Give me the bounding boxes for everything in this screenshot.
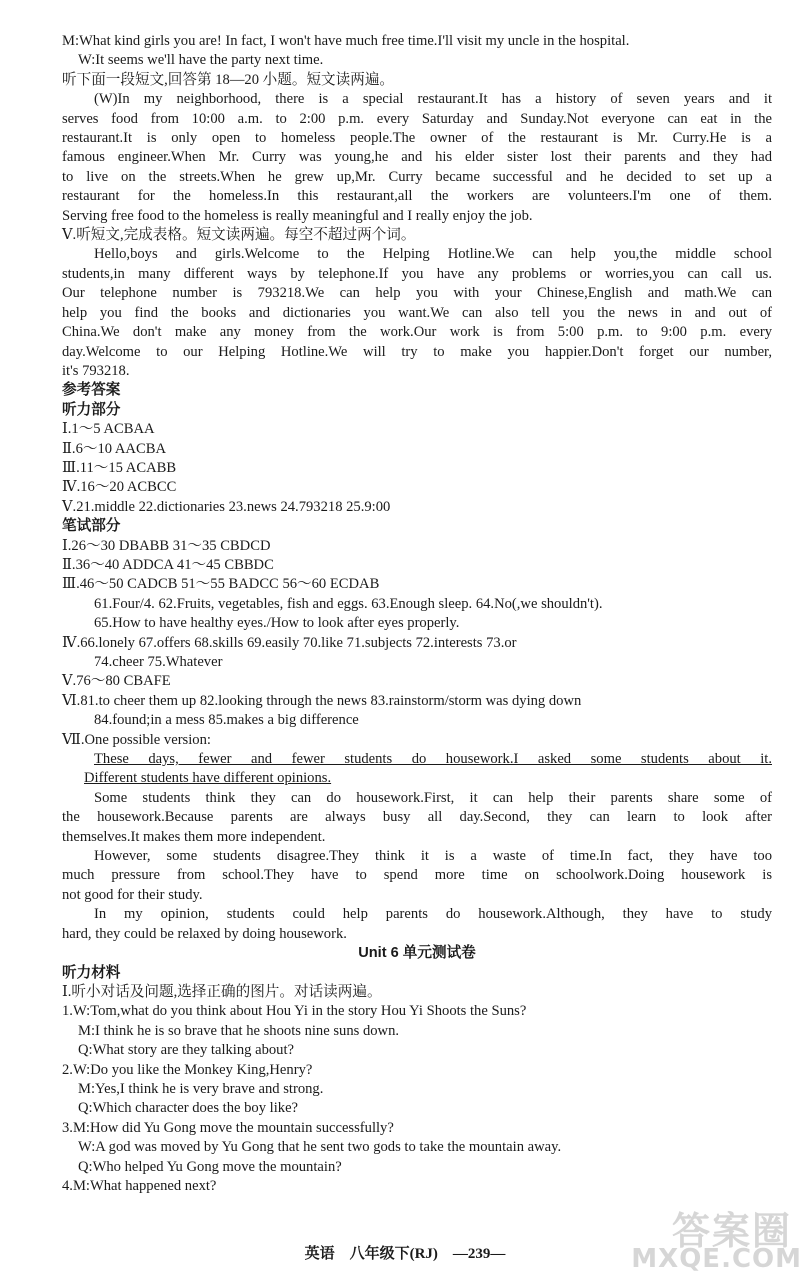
answer-line: Ⅶ.One possible version: [62,731,211,748]
answer-line: Ⅴ.76～80 CBAFE [62,673,171,690]
text-line: Serving free food to the homeless is really meaningful and I really enjoy the job. [62,207,533,224]
section-heading: 笔试部分 [62,518,121,535]
answer-line: Ⅵ.81.to cheer them up 82.looking through the news 83.rainstorm/storm was dying down [62,692,582,709]
dialogue-line: 4.M:What happened next? [62,1177,217,1194]
text-line: M:What kind girls you are! In fact, I won't have much free time.I'll visit my uncle in the hospital. [62,33,630,49]
answer-line: Ⅲ.46～50 CADCB 51～55 BADCC 56～60 ECDAB [62,576,380,593]
text-line: (W)In my neighborhood, there is a special restaurant.It has a history of seven years and it [94,91,772,108]
answer-line: 65.How to have healthy eyes./How to look after eyes properly. [94,615,460,632]
text-line: serves food from 10:00 a.m. to 2:00 p.m. every Saturday and Sunday.Not everyone can eat in the [62,110,772,127]
section-heading: 听力材料 [62,964,121,981]
answer-line: Ⅳ.16～20 ACBCC [62,479,177,496]
dialogue-line: Q:What story are they talking about? [78,1042,294,1059]
dialogue-line: 1.W:Tom,what do you think about Hou Yi in the story Hou Yi Shoots the Suns? [62,1003,527,1020]
text-line: famous engineer.When Mr. Curry was young,he and his elder sister lost their parents and they had [62,149,772,166]
answer-line: 61.Four/4. 62.Fruits, vegetables, fish and eggs. 63.Enough sleep. 64.No(,we shouldn't). [94,595,603,612]
essay-line: themselves.It makes them more independent. [62,828,326,845]
answer-line: 84.found;in a mess 85.makes a big difference [94,712,359,729]
page-body [62,32,772,1196]
answer-line: Ⅴ.21.middle 22.dictionaries 23.news 24.793218 25.9:00 [62,498,391,515]
essay-line: the housework.Because parents are always busy all day.Second, they can learn to look after [62,809,772,826]
essay-line: hard, they could be relaxed by doing housework. [62,925,347,942]
text-line: to live on the streets.When he grew up,Mr. Curry became successful and he decided to set up a [62,168,772,185]
underlined-line: These days, fewer and fewer students do housework.I asked some students about it. [94,751,772,768]
text-line: help you find the books and dictionaries you want.We can also tell you the news in and out of [62,304,772,321]
page-footer: 英语 八年级下(RJ) —239— [304,1246,506,1262]
instruction-line: Ⅰ.听小对话及问题,选择正确的图片。对话读两遍。 [62,983,382,1000]
section-heading: 参考答案 [62,382,121,399]
essay-line: However, some students disagree.They think it is a waste of time.In fact, they have too [94,848,772,865]
text-line: W:It seems we'll have the party next time. [78,52,324,69]
dialogue-line: M:Yes,I think he is very brave and strong. [78,1080,324,1097]
essay-line: In my opinion, students could help parents do housework.Although, they have to study [94,906,772,923]
essay-line: much pressure from school.They have to spend more time on schoolwork.Doing housework is [62,867,772,884]
text-line: restaurant.It is only open to homeless people.The owner of the restaurant is Mr. Curry.He is a [62,130,772,147]
text-line: day.Welcome to our Helping Hotline.We will try to make you happier.Don't forget our number, [62,343,772,360]
dialogue-line: 2.W:Do you like the Monkey King,Henry? [62,1061,313,1078]
text-line: China.We don't make any money from the work.Our work is from 5:00 p.m. to 9:00 p.m. every [62,324,772,341]
instruction-line: Ⅴ.听短文,完成表格。短文读两遍。每空不超过两个词。 [62,227,416,244]
text-line: Hello,boys and girls.Welcome to the Helping Hotline.We can help you,the middle school [94,246,772,263]
answer-line: Ⅱ.36～40 ADDCA 41～45 CBBDC [62,556,274,573]
essay-line: not good for their study. [62,886,203,903]
dialogue-line: W:A god was moved by Yu Gong that he sent two gods to take the mountain away. [78,1139,562,1156]
underlined-line: Different students have different opinions. [84,770,332,787]
text-line: Our telephone number is 793218.We can help you with your Chinese,English and math.We can [62,285,772,302]
answer-line: Ⅰ.1～5 ACBAA [62,421,155,438]
text-line: restaurant for the homeless.In this restaurant,all the workers are volunteers.I'm one of them. [62,188,772,205]
essay-line: Some students think they can do housework.First, it can help their parents share some of [94,789,772,806]
dialogue-line: Q:Who helped Yu Gong move the mountain? [78,1158,342,1175]
answer-line: Ⅱ.6～10 AACBA [62,440,166,457]
watermark-text-top: 答案圈 [671,1209,792,1253]
text-line: students,in many different ways by telephone.If you have any problems or worries,you can call us. [62,265,772,282]
text-line: it's 793218. [62,362,130,379]
dialogue-line: 3.M:How did Yu Gong move the mountain successfully? [62,1119,394,1136]
watermark-text-bottom: MXQE.COM [631,1244,802,1274]
dialogue-line: M:I think he is so brave that he shoots nine suns down. [78,1022,400,1039]
unit-title: Unit 6 单元测试卷 [358,945,476,962]
instruction-line: 听下面一段短文,回答第 18—20 小题。短文读两遍。 [62,71,395,88]
section-heading: 听力部分 [62,401,121,418]
watermark-logo [631,1200,802,1278]
answer-line: 74.cheer 75.Whatever [94,654,223,670]
answer-line: Ⅳ.66.lonely 67.offers 68.skills 69.easily 70.like 71.subjects 72.interests 73.or [62,634,517,651]
dialogue-line: Q:Which character does the boy like? [78,1100,299,1117]
answer-line: Ⅲ.11～15 ACABB [62,459,177,476]
answer-line: Ⅰ.26～30 DBABB 31～35 CBDCD [62,537,271,554]
